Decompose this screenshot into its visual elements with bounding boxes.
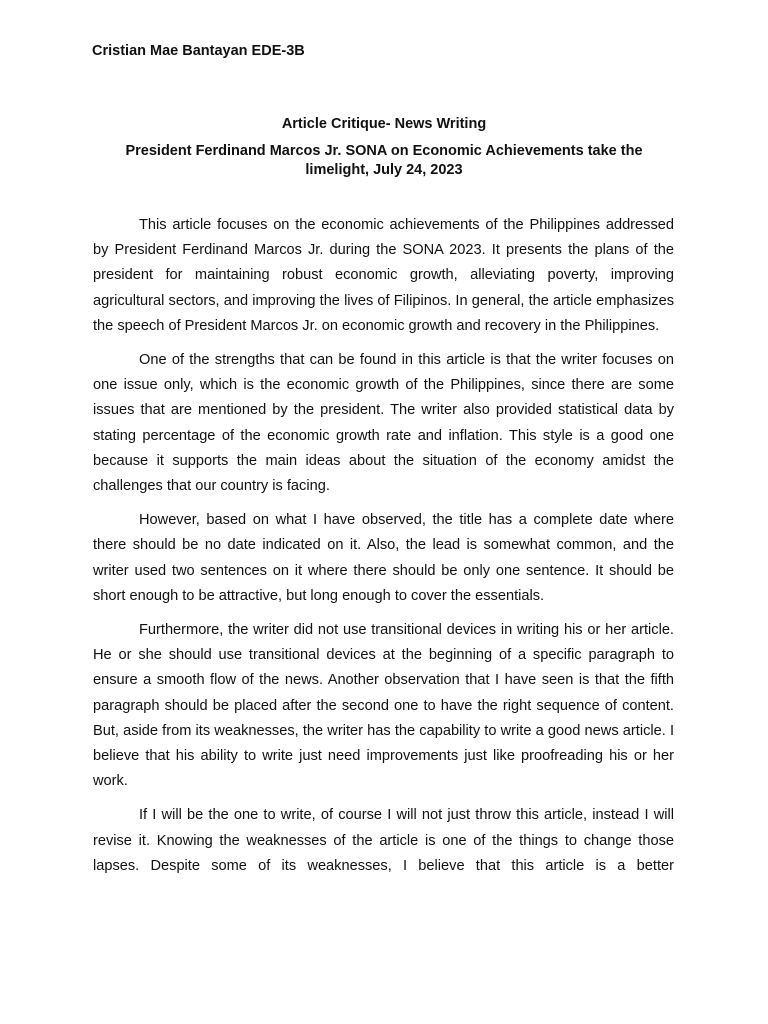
author-line: Cristian Mae Bantayan EDE-3B: [92, 43, 305, 59]
document-title: Article Critique- News Writing: [281, 116, 487, 132]
paragraph-2: One of the strengths that can be found in this article is that the writer focuses on one issue only, which is the economic growth of the Philippines, since there are some issues that are mentioned by the president. The writer also provided statistical data by stating percentage of the economic growth rate and inflation. This style is a good one because it supports the main ideas about the situation of the economy amidst the challenges that our country is facing.: [93, 352, 674, 495]
document-body: [93, 213, 674, 888]
paragraph-4: Furthermore, the writer did not use transitional devices in writing his or her article. He or she should use transitional devices at the beginning of a specific paragraph to ensure a smooth flow of the news. Another observation that I have seen is that the fifth paragraph should be placed after the second one to have the right sequence of content. But, aside from its weaknesses, the writer has the capability to write a good news article. I believe that his ability to write just need improvements just like proofreading his or her work.: [93, 622, 674, 790]
paragraph-1: This article focuses on the economic achievements of the Philippines addressed by President Ferdinand Marcos Jr. during the SONA 2023. It presents the plans of the president for maintaining robust economic growth, alleviating poverty, improving agricultural sectors, and improving the lives of Filipinos. In general, the article emphasizes the speech of President Marcos Jr. on economic growth and recovery in the Philippines.: [93, 217, 674, 334]
paragraph-3: However, based on what I have observed, the title has a complete date where there should be no date indicated on it. Also, the lead is somewhat common, and the writer used two sentences on it where there should be only one sentence. It should be short enough to be attractive, but long enough to cover the essentials.: [93, 512, 674, 604]
paragraph-5: If I will be the one to write, of course I will not just throw this article, instead I will revise it. Knowing the weaknesses of the article is one of the things to change those lapses. Despite some of its weaknesses, I believe that this article is a better: [93, 807, 674, 874]
document-subtitle: President Ferdinand Marcos Jr. SONA on Economic Achievements take the limelight, July 24, 2023: [125, 143, 643, 178]
